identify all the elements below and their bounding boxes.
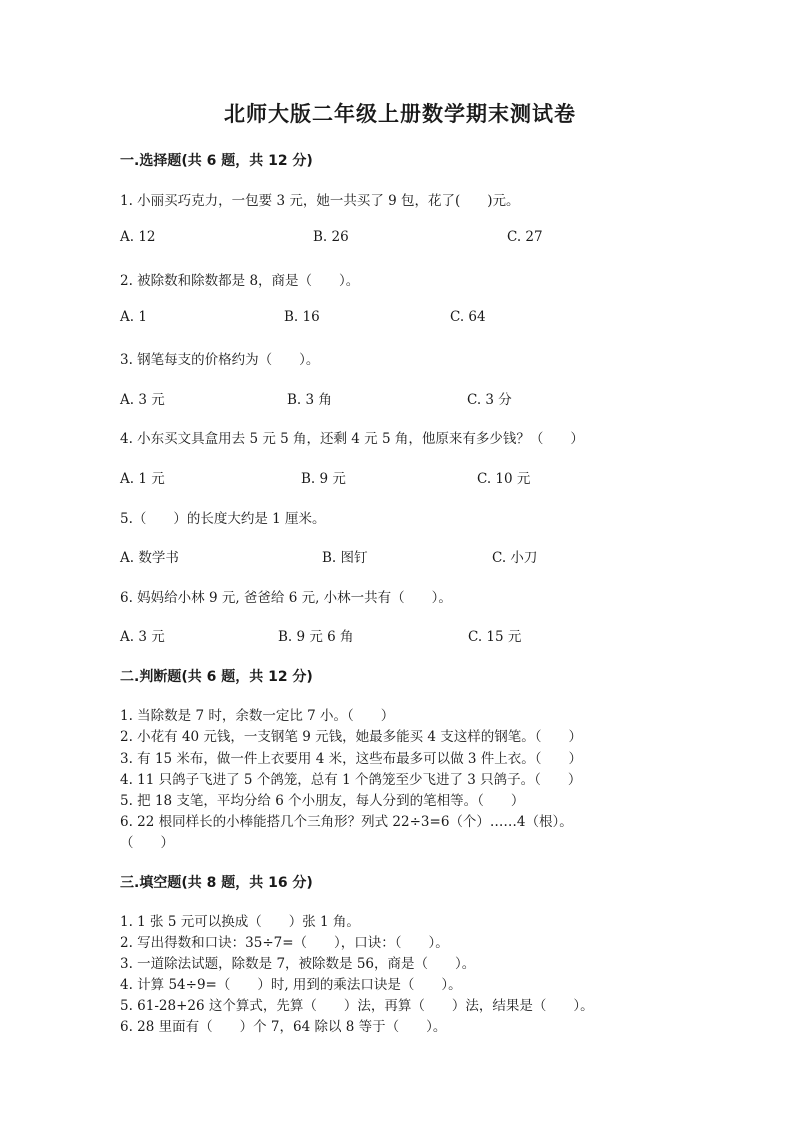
statement-line: 3. 有 15 米布，做一件上衣要用 4 米，这些布最多可以做 3 件上衣。（ ） [120, 751, 583, 767]
option-c: C. 64 [450, 309, 486, 325]
fill-blank-line: 6. 28 里面有（ ）个 7，64 除以 8 等于（ ）。 [120, 1019, 447, 1035]
section-heading-choice: 一.选择题(共 6 题，共 12 分) [120, 153, 313, 169]
section-heading-fill-blank: 三.填空题(共 8 题，共 16 分) [120, 875, 313, 891]
option-b: B. 26 [313, 229, 349, 245]
section-heading-judgement: 二.判断题(共 6 题，共 12 分) [120, 669, 313, 685]
question-text: 6. 妈妈给小林 9 元, 爸爸给 6 元, 小林一共有（ ）。 [120, 590, 452, 606]
question-text: 3. 钢笔每支的价格约为（ ）。 [120, 352, 320, 368]
option-c: C. 3 分 [467, 392, 512, 408]
option-b: B. 16 [284, 309, 320, 325]
option-a: A. 数学书 [120, 550, 179, 566]
fill-blank-line: 3. 一道除法试题，除数是 7，被除数是 56，商是（ ）。 [120, 956, 476, 972]
option-a: A. 3 元 [120, 629, 165, 645]
option-a: A. 1 [120, 309, 147, 325]
option-a: A. 12 [120, 229, 156, 245]
option-b: B. 9 元 [301, 471, 346, 487]
fill-blank-line: 2. 写出得数和口诀：35÷7=（ ），口诀：（ ）。 [120, 935, 449, 951]
statement-line: 6. 22 根同样长的小棒能搭几个三角形？列式 22÷3=6（个）……4（根）。 [120, 814, 573, 830]
statement-line: 2. 小花有 40 元钱，一支钢笔 9 元钱，她最多能买 4 支这样的钢笔。（ ） [120, 729, 583, 745]
statement-line: 5. 把 18 支笔，平均分给 6 个小朋友，每人分到的笔相等。（ ） [120, 793, 525, 809]
fill-blank-line: 1. 1 张 5 元可以换成（ ）张 1 角。 [120, 914, 360, 930]
option-b: B. 9 元 6 角 [278, 629, 354, 645]
question-text: 5.（ ）的长度大约是 1 厘米。 [120, 511, 326, 527]
page-title: 北师大版二年级上册数学期末测试卷 [224, 102, 576, 126]
option-a: A. 1 元 [120, 471, 165, 487]
question-text: 4. 小东买文具盒用去 5 元 5 角，还剩 4 元 5 角，他原来有多少钱？（ ） [120, 431, 584, 447]
fill-blank-line: 5. 61-28+26 这个算式，先算（ ）法，再算（ ）法，结果是（ ）。 [120, 998, 594, 1014]
statement-line: 4. 11 只鸽子飞进了 5 个鸽笼，总有 1 个鸽笼至少飞进了 3 只鸽子。（ ） [120, 772, 582, 788]
option-c: C. 15 元 [468, 629, 522, 645]
option-b: B. 3 角 [287, 392, 332, 408]
option-c: C. 小刀 [492, 550, 538, 566]
option-c: C. 10 元 [477, 471, 531, 487]
option-c: C. 27 [507, 229, 543, 245]
fill-blank-line: 4. 计算 54÷9=（ ）时, 用到的乘法口诀是（ ）。 [120, 977, 462, 993]
option-a: A. 3 元 [120, 392, 165, 408]
option-b: B. 图钉 [322, 550, 368, 566]
statement-line: （ ） [120, 835, 174, 851]
question-text: 1. 小丽买巧克力，一包要 3 元，她一共买了 9 包，花了( )元。 [120, 193, 520, 209]
statement-line: 1. 当除数是 7 时，余数一定比 7 小。（ ） [120, 708, 395, 724]
question-text: 2. 被除数和除数都是 8，商是（ ）。 [120, 273, 360, 289]
